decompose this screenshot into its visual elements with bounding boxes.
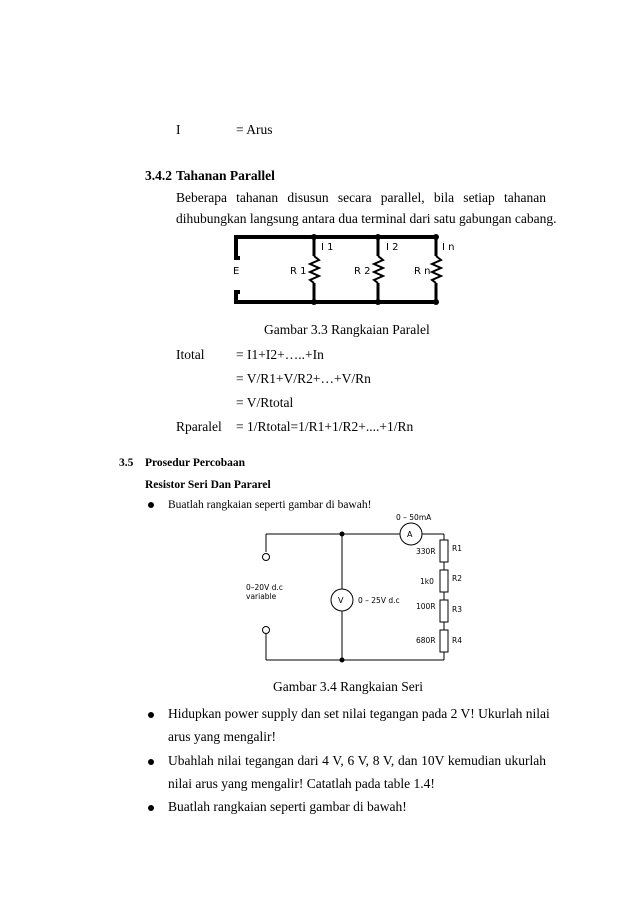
r4-value: 680R <box>416 636 436 645</box>
figure-34-caption: Gambar 3.4 Rangkaian Seri <box>273 679 423 694</box>
itotal-formula-1: = I1+I2+…..+In <box>236 347 324 362</box>
parallel-circuit-diagram <box>226 234 456 306</box>
bullet-3-line-1: Ubahlah nilai tegangan dari 4 V, 6 V, 8 V, dan 10V kemudian ukurlah <box>168 753 546 768</box>
label-rn: R n <box>414 266 431 277</box>
label-in: I n <box>442 242 455 253</box>
section-title-tahanan-parallel: Tahanan Parallel <box>176 168 275 183</box>
rparalel-label: Rparalel <box>176 419 222 434</box>
label-i2: I 2 <box>386 242 399 253</box>
bullet-2-line-2: arus yang mengalir! <box>168 729 276 744</box>
section-number-342: 3.4.2 <box>145 168 172 183</box>
itotal-formula-3: = V/Rtotal <box>236 395 294 410</box>
rparalel-formula: = 1/Rtotal=1/R1+1/R2+....+1/Rn <box>236 419 414 434</box>
itotal-label: Itotal <box>176 347 205 362</box>
ammeter-label: A <box>407 530 413 539</box>
r3-name: R3 <box>452 605 462 614</box>
bullet-4-text: Buatlah rangkaian seperti gambar di bawah! <box>168 799 407 814</box>
bullet-dot-4 <box>148 805 154 811</box>
bullet-dot-3 <box>148 759 154 765</box>
definition-arus: = Arus <box>236 122 273 137</box>
subsection-title-resistor: Resistor Seri Dan Pararel <box>145 479 271 491</box>
label-r1: R 1 <box>290 266 307 277</box>
r2-name: R2 <box>452 574 462 583</box>
voltmeter-label: V <box>338 596 344 605</box>
source-label-line1: 0–20V d.c <box>246 583 283 592</box>
ammeter-range-label: 0 – 50mA <box>396 513 432 522</box>
source-label-line2: variable <box>246 592 277 601</box>
bullet-2-line-1: Hidupkan power supply dan set nilai tegangan pada 2 V! Ukurlah nilai <box>168 706 550 721</box>
paragraph-line-2: dihubungkan langsung antara dua terminal dari satu gabungan cabang. <box>176 211 557 226</box>
label-i1: I 1 <box>321 242 334 253</box>
section-title-prosedur: Prosedur Percobaan <box>145 457 245 469</box>
label-r2: R 2 <box>354 266 371 277</box>
label-e: E <box>233 266 240 277</box>
voltmeter-range-label: 0 – 25V d.c <box>358 596 400 605</box>
figure-33-caption: Gambar 3.3 Rangkaian Paralel <box>264 322 430 337</box>
itotal-formula-2: = V/R1+V/R2+…+V/Rn <box>236 371 371 386</box>
r2-value: 1k0 <box>420 577 434 586</box>
symbol-i: I <box>176 122 181 137</box>
bullet-3-line-2: nilai arus yang mengalir! Catatlah pada table 1.4! <box>168 776 435 791</box>
r1-value: 330R <box>416 547 436 556</box>
bullet-dot-2 <box>148 712 154 718</box>
paragraph-line-1: Beberapa tahanan disusun secara parallel, bila setiap tahanan <box>176 190 546 205</box>
section-number-35: 3.5 <box>119 457 134 469</box>
bullet-dot-1 <box>148 502 154 508</box>
r4-name: R4 <box>452 636 462 645</box>
r3-value: 100R <box>416 602 436 611</box>
r1-name: R1 <box>452 544 462 553</box>
series-circuit-diagram <box>232 510 472 670</box>
bullet-1-text: Buatlah rangkaian seperti gambar di bawah! <box>168 499 372 511</box>
